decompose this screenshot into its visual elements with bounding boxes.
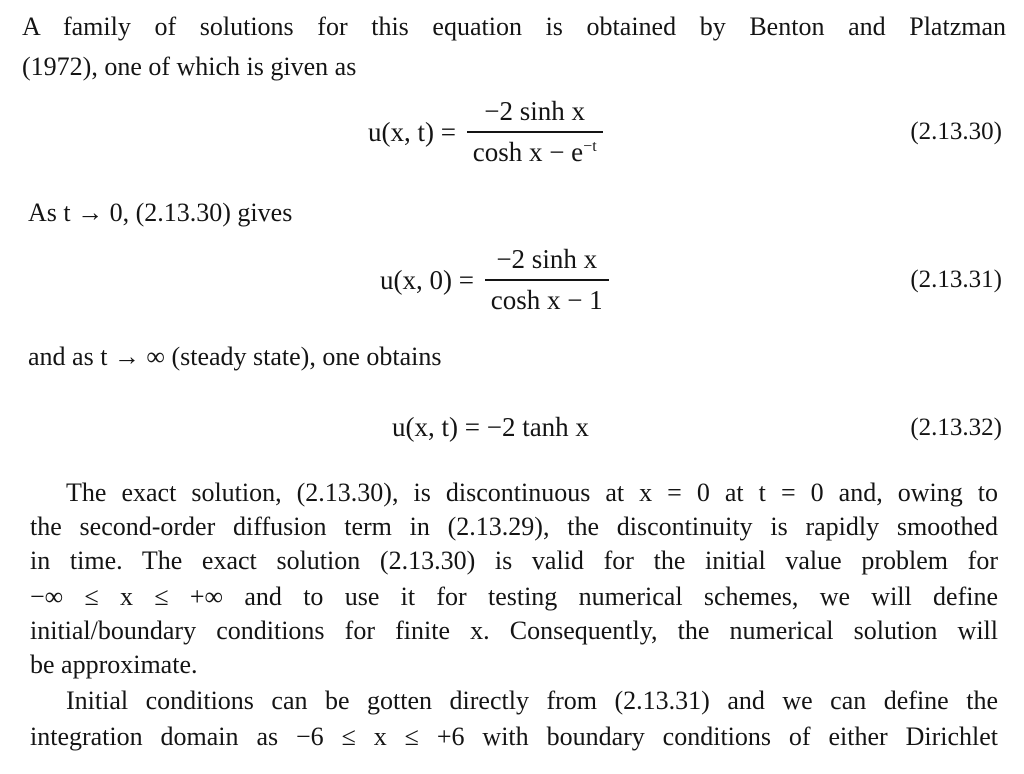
- paragraph-1-line-2: (1972), one of which is given as: [22, 52, 357, 81]
- denominator-exponent: −t: [583, 138, 597, 155]
- paragraph-4-line-3: in time. The exact solution (2.13.30) is valid for the initial value problem for: [30, 546, 998, 575]
- numerator: −2 sinh x: [467, 96, 603, 133]
- paragraph-2: As t → 0, (2.13.30) gives: [28, 198, 293, 227]
- paragraph-4-line-1: The exact solution, (2.13.30), is discontinuous at x = 0 at t = 0 and, owing to: [66, 478, 998, 507]
- paragraph-4-line-5: initial/boundary conditions for finite x. Consequently, the numerical solution will: [30, 616, 998, 645]
- equation-2-13-32: u(x, t) = −2 tanh x: [392, 412, 589, 442]
- equation-2-13-31: [380, 244, 613, 316]
- equation-number-2-13-31: (2.13.31): [910, 266, 1002, 293]
- fraction: [485, 244, 609, 316]
- paragraph-5-line-2: integration domain as −6 ≤ x ≤ +6 with boundary conditions of either Dirichlet: [30, 722, 998, 751]
- equation-lhs: u(x, t) =: [368, 116, 456, 147]
- equation-lhs: u(x, 0) =: [380, 264, 474, 295]
- equation-number-2-13-32: (2.13.32): [910, 414, 1002, 441]
- paragraph-4-line-2: the second-order diffusion term in (2.13.29), the discontinuity is rapidly smoothed: [30, 512, 998, 541]
- fraction: [467, 96, 603, 168]
- equation-number-2-13-30: (2.13.30): [910, 118, 1002, 145]
- equation-2-13-30: [368, 96, 607, 168]
- denominator: [467, 133, 603, 168]
- paragraph-5-line-1: Initial conditions can be gotten directly from (2.13.31) and we can define the: [66, 686, 998, 715]
- denominator-base: cosh x − e: [472, 137, 584, 167]
- paragraph-4-line-6: be approximate.: [30, 650, 198, 679]
- paragraph-3: and as t → ∞ (steady state), one obtains: [28, 342, 442, 371]
- paragraph-4-line-4: −∞ ≤ x ≤ +∞ and to use it for testing numerical schemes, we will define: [30, 582, 998, 611]
- denominator: cosh x − 1: [490, 285, 603, 315]
- numerator: −2 sinh x: [485, 244, 609, 281]
- paragraph-1-line-1: A family of solutions for this equation is obtained by Benton and Platzman: [22, 12, 1006, 41]
